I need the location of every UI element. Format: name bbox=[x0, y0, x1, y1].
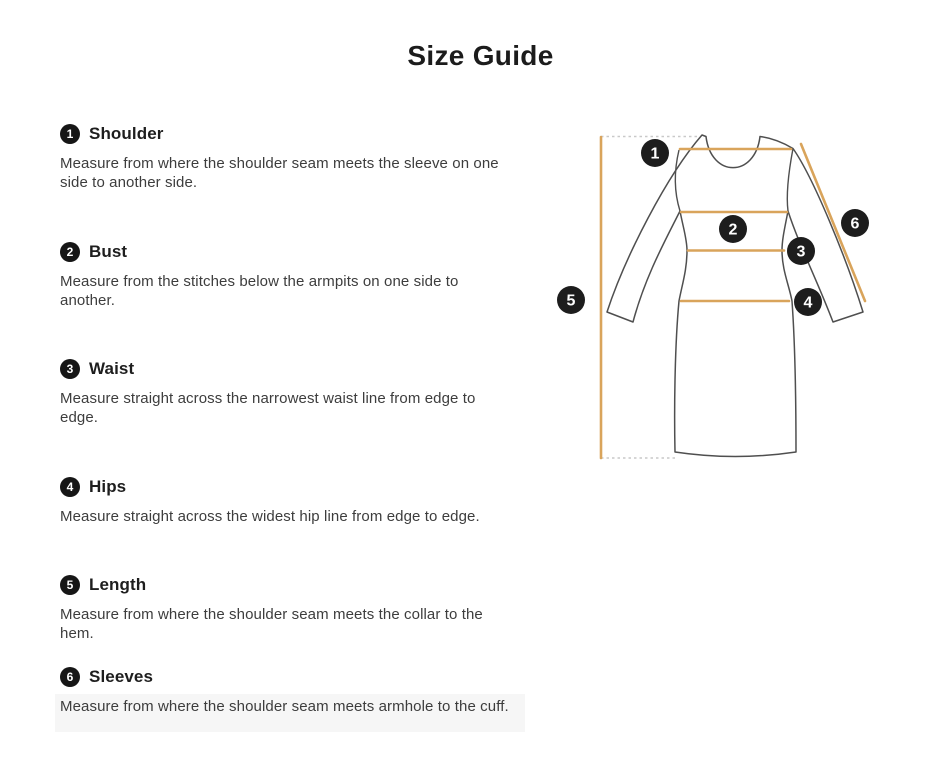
item-heading bbox=[60, 359, 512, 379]
item-heading bbox=[60, 575, 512, 595]
item-title: Waist bbox=[89, 359, 135, 378]
item-title: Sleeves bbox=[89, 667, 154, 686]
item-title: Hips bbox=[89, 477, 127, 496]
page-title: Size Guide bbox=[407, 40, 554, 71]
measure-item-length bbox=[60, 575, 512, 643]
item-description: Measure from the stitches below the armpits on one side to another. bbox=[60, 273, 459, 309]
measure-item-bust bbox=[60, 242, 512, 310]
item-heading bbox=[60, 242, 512, 262]
item-description: Measure straight across the narrowest waist line from edge to edge. bbox=[60, 390, 476, 426]
dress-diagram bbox=[555, 105, 935, 485]
diagram-marker-4 bbox=[794, 288, 822, 316]
marker-number: 3 bbox=[796, 243, 806, 261]
item-description: Measure from where the shoulder seam meets the collar to the hem. bbox=[60, 606, 483, 642]
number-badge: 2 bbox=[60, 242, 80, 262]
measure-item-waist bbox=[60, 359, 512, 427]
number-badge: 3 bbox=[60, 359, 80, 379]
marker-number: 5 bbox=[566, 292, 576, 310]
item-description: Measure straight across the widest hip line from edge to edge. bbox=[60, 508, 480, 525]
dress-outline bbox=[607, 135, 863, 457]
item-description: Measure from where the shoulder seam meets armhole to the cuff. bbox=[60, 698, 509, 715]
item-heading bbox=[60, 124, 512, 144]
marker-number: 1 bbox=[650, 145, 660, 163]
diagram-marker-2 bbox=[719, 215, 747, 243]
marker-number: 4 bbox=[803, 294, 813, 312]
measure-item-sleeves bbox=[60, 667, 512, 716]
diagram-marker-3 bbox=[787, 237, 815, 265]
diagram-marker-5 bbox=[557, 286, 585, 314]
marker-number: 2 bbox=[728, 221, 738, 239]
item-description: Measure from where the shoulder seam meets the sleeve on one side to another side. bbox=[60, 155, 499, 191]
item-title: Shoulder bbox=[89, 124, 164, 143]
number-badge: 6 bbox=[60, 667, 80, 687]
item-title: Length bbox=[89, 575, 147, 594]
item-heading bbox=[60, 477, 512, 497]
item-heading bbox=[60, 667, 512, 687]
number-badge: 5 bbox=[60, 575, 80, 595]
measure-item-hips bbox=[60, 477, 512, 526]
item-title: Bust bbox=[89, 242, 128, 261]
number-badge: 4 bbox=[60, 477, 80, 497]
measure-item-shoulder bbox=[60, 124, 512, 192]
number-badge: 1 bbox=[60, 124, 80, 144]
diagram-marker-1 bbox=[641, 139, 669, 167]
marker-number: 6 bbox=[850, 215, 860, 233]
diagram-marker-6 bbox=[841, 209, 869, 237]
